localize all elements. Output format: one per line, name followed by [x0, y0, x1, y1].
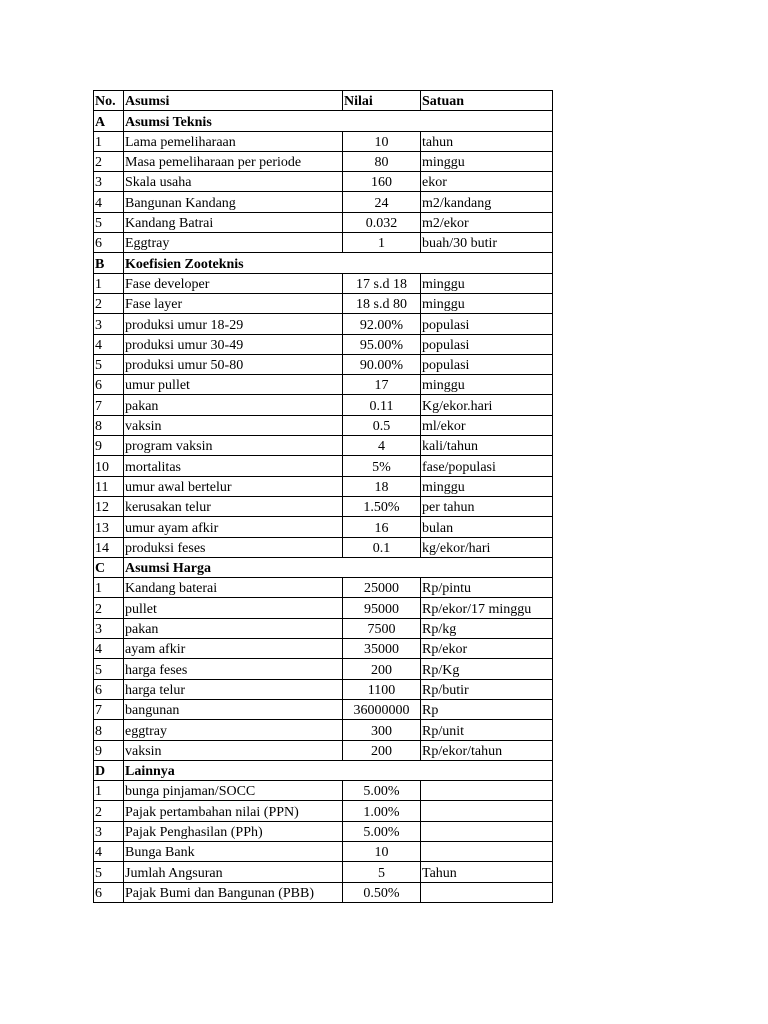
table-row: [94, 293, 553, 313]
cell-nilai: 160: [343, 172, 421, 192]
cell-satuan: Rp/ekor/tahun: [421, 740, 553, 760]
cell-asumsi: vaksin: [124, 415, 343, 435]
cell-nilai: 4: [343, 436, 421, 456]
cell-no: 9: [94, 740, 124, 760]
table-row: [94, 598, 553, 618]
cell-no: 6: [94, 882, 124, 902]
cell-satuan: [421, 841, 553, 861]
cell-no: 4: [94, 192, 124, 212]
cell-asumsi: Pajak Bumi dan Bangunan (PBB): [124, 882, 343, 902]
cell-satuan: kg/ekor/hari: [421, 537, 553, 557]
table-row: [94, 436, 553, 456]
cell-satuan: Tahun: [421, 862, 553, 882]
cell-satuan: minggu: [421, 476, 553, 496]
cell-nilai: 1: [343, 233, 421, 253]
table-row: [94, 882, 553, 902]
cell-asumsi: ayam afkir: [124, 639, 343, 659]
cell-asumsi: eggtray: [124, 720, 343, 740]
cell-no: 4: [94, 841, 124, 861]
cell-satuan: per tahun: [421, 496, 553, 516]
table-row: [94, 862, 553, 882]
table-row: [94, 172, 553, 192]
cell-no: 7: [94, 699, 124, 719]
cell-nilai: 0.032: [343, 212, 421, 232]
cell-satuan: Kg/ekor.hari: [421, 395, 553, 415]
header-row: [94, 91, 553, 111]
cell-nilai: 10: [343, 131, 421, 151]
cell-satuan: tahun: [421, 131, 553, 151]
cell-no: 5: [94, 862, 124, 882]
cell-satuan: populasi: [421, 334, 553, 354]
cell-nilai: 200: [343, 659, 421, 679]
section-empty-cell: [343, 760, 553, 780]
cell-asumsi: Pajak pertambahan nilai (PPN): [124, 801, 343, 821]
cell-asumsi: umur pullet: [124, 375, 343, 395]
table-row: [94, 456, 553, 476]
cell-asumsi: Kandang baterai: [124, 578, 343, 598]
table-row: [94, 212, 553, 232]
cell-satuan: [421, 821, 553, 841]
cell-no: 5: [94, 659, 124, 679]
cell-no: 13: [94, 517, 124, 537]
table-row: [94, 639, 553, 659]
table-row: [94, 781, 553, 801]
cell-asumsi: Jumlah Angsuran: [124, 862, 343, 882]
cell-asumsi: vaksin: [124, 740, 343, 760]
section-code: C: [94, 557, 124, 577]
header-no: No.: [94, 91, 124, 111]
cell-nilai: 0.1: [343, 537, 421, 557]
table-row: [94, 192, 553, 212]
cell-asumsi: pullet: [124, 598, 343, 618]
cell-no: 3: [94, 314, 124, 334]
cell-no: 2: [94, 293, 124, 313]
cell-no: 14: [94, 537, 124, 557]
cell-asumsi: pakan: [124, 618, 343, 638]
cell-no: 2: [94, 151, 124, 171]
cell-nilai: 0.11: [343, 395, 421, 415]
table-row: [94, 476, 553, 496]
section-row: [94, 253, 553, 273]
cell-no: 3: [94, 821, 124, 841]
table-row: [94, 821, 553, 841]
cell-satuan: Rp/pintu: [421, 578, 553, 598]
cell-nilai: 0.50%: [343, 882, 421, 902]
cell-satuan: minggu: [421, 293, 553, 313]
cell-nilai: 17: [343, 375, 421, 395]
cell-asumsi: program vaksin: [124, 436, 343, 456]
table-row: [94, 841, 553, 861]
cell-asumsi: Masa pemeliharaan per periode: [124, 151, 343, 171]
cell-asumsi: Skala usaha: [124, 172, 343, 192]
table-row: [94, 618, 553, 638]
cell-nilai: 7500: [343, 618, 421, 638]
section-row: [94, 111, 553, 131]
cell-nilai: 25000: [343, 578, 421, 598]
cell-no: 2: [94, 598, 124, 618]
cell-satuan: [421, 781, 553, 801]
table-row: [94, 415, 553, 435]
cell-nilai: 5.00%: [343, 781, 421, 801]
table-row: [94, 151, 553, 171]
table-row: [94, 740, 553, 760]
section-code: D: [94, 760, 124, 780]
cell-satuan: populasi: [421, 314, 553, 334]
cell-asumsi: harga telur: [124, 679, 343, 699]
section-row: [94, 760, 553, 780]
cell-nilai: 95000: [343, 598, 421, 618]
section-code: B: [94, 253, 124, 273]
cell-asumsi: bangunan: [124, 699, 343, 719]
cell-no: 7: [94, 395, 124, 415]
cell-no: 4: [94, 334, 124, 354]
table-row: [94, 659, 553, 679]
cell-satuan: [421, 801, 553, 821]
table-row: [94, 496, 553, 516]
cell-satuan: ml/ekor: [421, 415, 553, 435]
table-row: [94, 334, 553, 354]
cell-nilai: 5.00%: [343, 821, 421, 841]
cell-nilai: 24: [343, 192, 421, 212]
cell-asumsi: Eggtray: [124, 233, 343, 253]
cell-no: 8: [94, 720, 124, 740]
section-title: Asumsi Harga: [124, 557, 343, 577]
cell-no: 3: [94, 618, 124, 638]
cell-nilai: 5%: [343, 456, 421, 476]
section-title: Lainnya: [124, 760, 343, 780]
cell-nilai: 10: [343, 841, 421, 861]
cell-satuan: minggu: [421, 273, 553, 293]
cell-asumsi: Bunga Bank: [124, 841, 343, 861]
cell-satuan: m2/ekor: [421, 212, 553, 232]
cell-satuan: m2/kandang: [421, 192, 553, 212]
cell-nilai: 17 s.d 18: [343, 273, 421, 293]
cell-nilai: 1100: [343, 679, 421, 699]
cell-satuan: populasi: [421, 354, 553, 374]
cell-nilai: 1.00%: [343, 801, 421, 821]
cell-asumsi: umur awal bertelur: [124, 476, 343, 496]
cell-satuan: Rp/butir: [421, 679, 553, 699]
cell-no: 1: [94, 578, 124, 598]
section-row: [94, 557, 553, 577]
table-row: [94, 720, 553, 740]
table-row: [94, 801, 553, 821]
table-row: [94, 375, 553, 395]
cell-no: 1: [94, 273, 124, 293]
cell-satuan: ekor: [421, 172, 553, 192]
cell-nilai: 95.00%: [343, 334, 421, 354]
section-title: Asumsi Teknis: [124, 111, 343, 131]
table-row: [94, 395, 553, 415]
cell-no: 8: [94, 415, 124, 435]
cell-no: 6: [94, 375, 124, 395]
header-satuan: Satuan: [421, 91, 553, 111]
table-body: [94, 111, 553, 903]
assumptions-table: [93, 90, 553, 903]
cell-asumsi: Bangunan Kandang: [124, 192, 343, 212]
cell-asumsi: Lama pemeliharaan: [124, 131, 343, 151]
cell-nilai: 35000: [343, 639, 421, 659]
cell-satuan: minggu: [421, 151, 553, 171]
cell-nilai: 16: [343, 517, 421, 537]
cell-satuan: minggu: [421, 375, 553, 395]
cell-nilai: 300: [343, 720, 421, 740]
cell-asumsi: Kandang Batrai: [124, 212, 343, 232]
cell-nilai: 80: [343, 151, 421, 171]
cell-satuan: buah/30 butir: [421, 233, 553, 253]
section-empty-cell: [343, 557, 553, 577]
table-row: [94, 314, 553, 334]
cell-no: 10: [94, 456, 124, 476]
cell-satuan: Rp/unit: [421, 720, 553, 740]
cell-nilai: 0.5: [343, 415, 421, 435]
header-nilai: Nilai: [343, 91, 421, 111]
table-row: [94, 517, 553, 537]
cell-asumsi: produksi umur 50-80: [124, 354, 343, 374]
cell-no: 1: [94, 131, 124, 151]
cell-satuan: Rp/kg: [421, 618, 553, 638]
cell-no: 6: [94, 233, 124, 253]
table-row: [94, 131, 553, 151]
cell-nilai: 18 s.d 80: [343, 293, 421, 313]
cell-asumsi: Fase developer: [124, 273, 343, 293]
cell-satuan: [421, 882, 553, 902]
cell-no: 4: [94, 639, 124, 659]
section-empty-cell: [343, 253, 553, 273]
cell-no: 5: [94, 354, 124, 374]
cell-satuan: bulan: [421, 517, 553, 537]
table-row: [94, 233, 553, 253]
cell-no: 12: [94, 496, 124, 516]
table-row: [94, 699, 553, 719]
cell-nilai: 1.50%: [343, 496, 421, 516]
section-code: A: [94, 111, 124, 131]
cell-asumsi: bunga pinjaman/SOCC: [124, 781, 343, 801]
table-row: [94, 354, 553, 374]
cell-asumsi: pakan: [124, 395, 343, 415]
cell-asumsi: umur ayam afkir: [124, 517, 343, 537]
cell-no: 5: [94, 212, 124, 232]
section-title: Koefisien Zooteknis: [124, 253, 343, 273]
cell-satuan: Rp/Kg: [421, 659, 553, 679]
cell-no: 2: [94, 801, 124, 821]
cell-asumsi: Fase layer: [124, 293, 343, 313]
cell-satuan: Rp/ekor/17 minggu: [421, 598, 553, 618]
cell-asumsi: Pajak Penghasilan (PPh): [124, 821, 343, 841]
cell-asumsi: produksi umur 30-49: [124, 334, 343, 354]
table-row: [94, 537, 553, 557]
cell-nilai: 92.00%: [343, 314, 421, 334]
cell-asumsi: kerusakan telur: [124, 496, 343, 516]
cell-satuan: Rp/ekor: [421, 639, 553, 659]
cell-no: 11: [94, 476, 124, 496]
cell-asumsi: mortalitas: [124, 456, 343, 476]
cell-nilai: 200: [343, 740, 421, 760]
cell-no: 1: [94, 781, 124, 801]
section-empty-cell: [343, 111, 553, 131]
cell-nilai: 36000000: [343, 699, 421, 719]
cell-asumsi: produksi umur 18-29: [124, 314, 343, 334]
cell-no: 9: [94, 436, 124, 456]
header-asumsi: Asumsi: [124, 91, 343, 111]
cell-nilai: 90.00%: [343, 354, 421, 374]
cell-satuan: fase/populasi: [421, 456, 553, 476]
cell-no: 6: [94, 679, 124, 699]
table-row: [94, 273, 553, 293]
cell-no: 3: [94, 172, 124, 192]
table-row: [94, 578, 553, 598]
cell-asumsi: harga feses: [124, 659, 343, 679]
cell-asumsi: produksi feses: [124, 537, 343, 557]
cell-satuan: kali/tahun: [421, 436, 553, 456]
cell-satuan: Rp: [421, 699, 553, 719]
table-row: [94, 679, 553, 699]
cell-nilai: 5: [343, 862, 421, 882]
cell-nilai: 18: [343, 476, 421, 496]
